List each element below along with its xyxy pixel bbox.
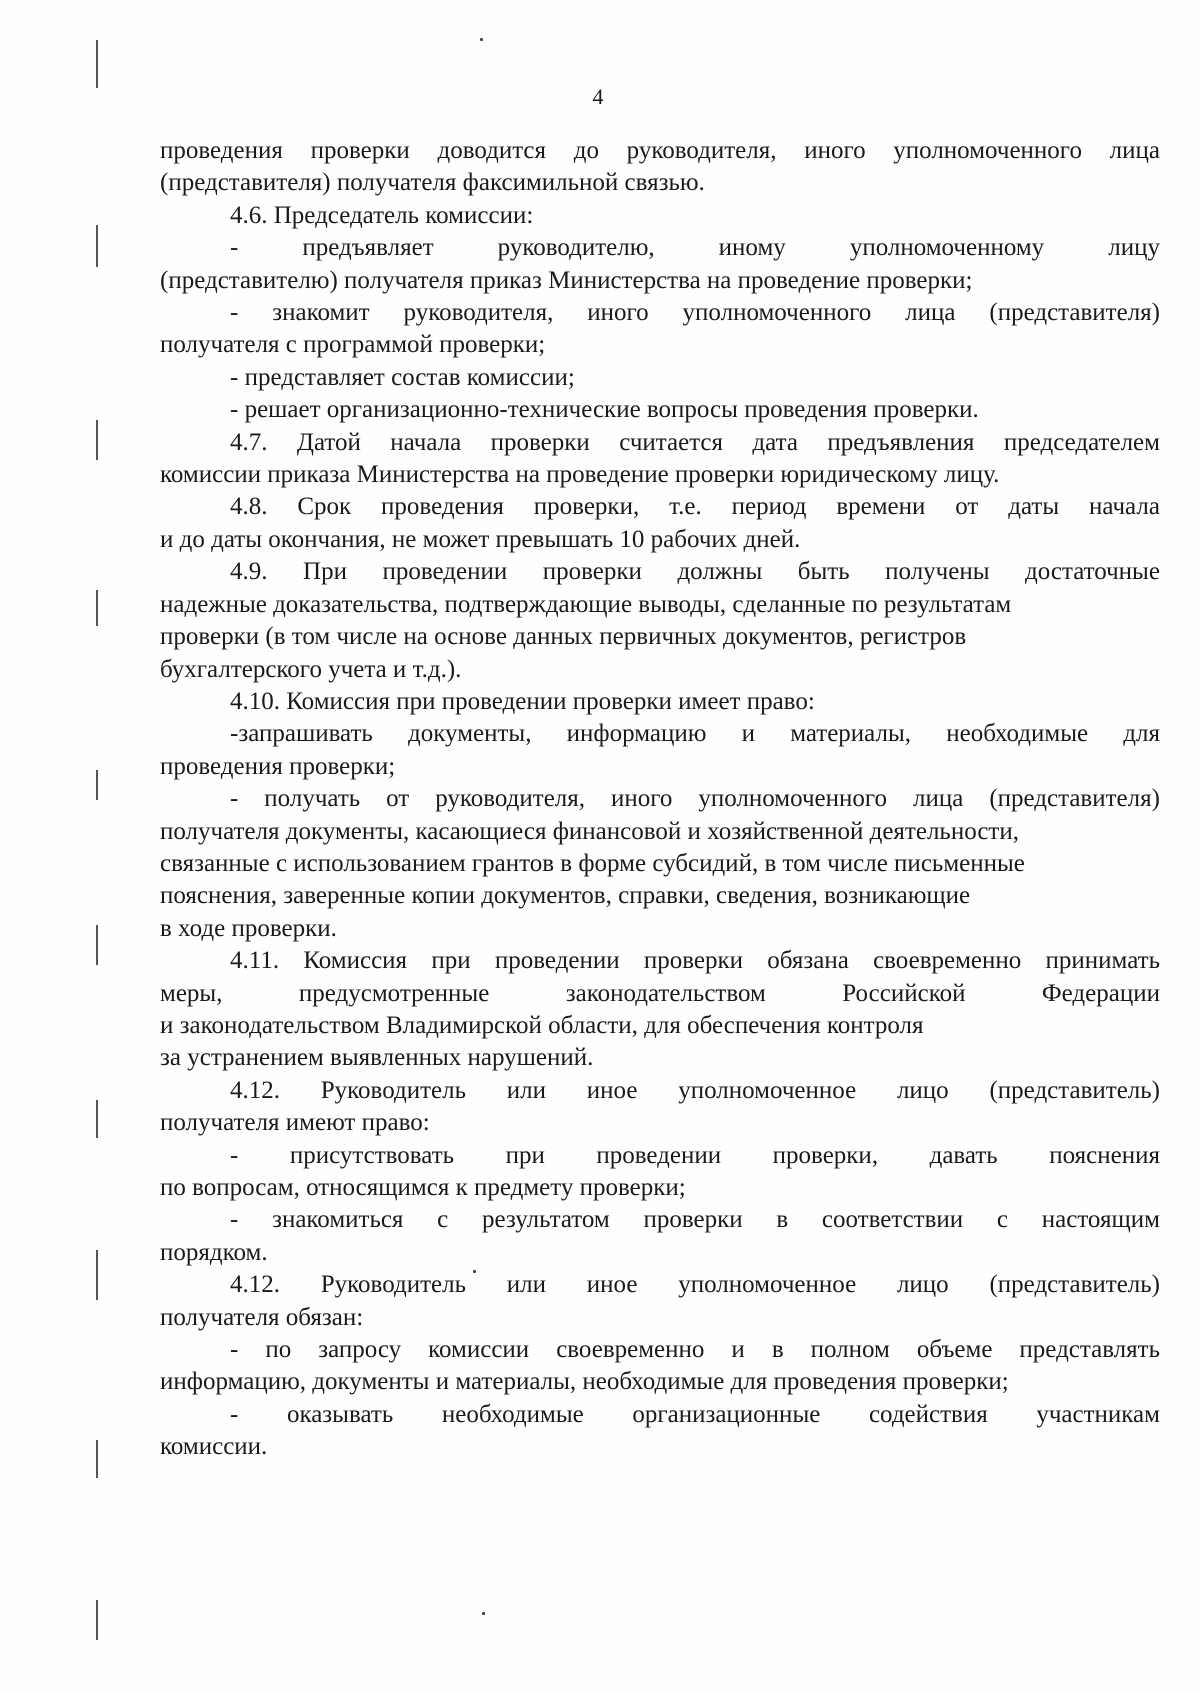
- scan-edge-mark: [96, 1250, 98, 1300]
- word: Российской: [842, 979, 966, 1007]
- word: -: [230, 1141, 239, 1169]
- section-heading: 4.6. Председатель комиссии:: [230, 201, 534, 229]
- word: даты: [1008, 493, 1060, 521]
- text-line: пояснения, заверенные копии документов, справки, сведения, возникающие: [160, 882, 971, 910]
- text-line: и до даты окончания, не может превышать 10 рабочих дней.: [160, 525, 801, 553]
- word: с: [437, 1206, 449, 1234]
- word: в: [771, 1336, 784, 1364]
- word: или: [506, 1076, 546, 1104]
- word: иному: [718, 234, 786, 262]
- word: (представителя): [989, 785, 1160, 813]
- paragraph: [160, 491, 1160, 556]
- paragraph: [160, 1204, 1160, 1269]
- word: При: [303, 558, 347, 586]
- paragraph: - представляет состав комиссии;: [230, 363, 575, 391]
- word: лицо: [896, 1271, 949, 1299]
- word: необходимые: [441, 1400, 584, 1428]
- paragraph: [160, 427, 1160, 492]
- word: предусмотренные: [298, 979, 490, 1007]
- paragraph: - решает организационно-технические вопросы проведения проверки.: [230, 396, 979, 424]
- text-line-content: [230, 1204, 1160, 1236]
- text-line: получателя обязан:: [160, 1303, 364, 1331]
- text-line-content: [160, 135, 1160, 167]
- word: получать: [264, 785, 361, 813]
- word: предъявления: [827, 428, 975, 456]
- text-line-content: [230, 718, 1160, 750]
- word: проведении: [494, 947, 620, 975]
- text-line-content: [230, 945, 1160, 977]
- word: уполномоченному: [849, 234, 1045, 262]
- word: иного: [587, 299, 649, 327]
- text-line-content: [230, 1334, 1160, 1366]
- paragraph: 4.10. Комиссия при проведении проверки имеет право:: [230, 687, 815, 715]
- word: проверки: [310, 137, 410, 164]
- word: своевременно: [873, 947, 1022, 975]
- text-line: информацию, документы и материалы, необходимые для проведения проверки;: [160, 1368, 1009, 1396]
- word: проверки: [643, 1206, 743, 1234]
- word: дата: [752, 428, 798, 456]
- word: необходимые: [946, 720, 1089, 748]
- word: -: [230, 785, 239, 813]
- text-line-content: [230, 783, 1160, 815]
- scan-edge-mark: [96, 770, 98, 800]
- text-line: получателя имеют право:: [160, 1109, 430, 1137]
- word: лица: [913, 785, 964, 813]
- word: меры,: [160, 979, 223, 1007]
- scan-speck: [482, 1612, 485, 1615]
- text-line: проведения проверки;: [160, 752, 396, 780]
- text-line: [160, 1399, 1160, 1431]
- word: должны: [677, 558, 763, 586]
- word: законодательством: [565, 979, 766, 1007]
- word: запросу: [318, 1336, 402, 1364]
- word: результатом: [482, 1206, 610, 1234]
- paragraph: [160, 783, 1160, 945]
- word: иного: [611, 785, 673, 813]
- word: проверки: [542, 558, 642, 586]
- word: проведения: [160, 137, 283, 164]
- word: быть: [797, 558, 850, 586]
- word: Руководитель: [320, 1271, 466, 1299]
- word: по: [265, 1336, 292, 1364]
- word: лица: [1109, 137, 1160, 164]
- word: организационные: [632, 1400, 821, 1428]
- paragraph: [160, 945, 1160, 1075]
- text-line: [160, 1204, 1160, 1236]
- word: руководителя,: [626, 137, 777, 164]
- word: уполномоченного: [682, 299, 872, 327]
- scan-edge-mark: [96, 420, 98, 460]
- word: или: [506, 1271, 546, 1299]
- text-line: [160, 491, 1160, 523]
- word: -: [230, 1206, 239, 1234]
- word: (представителя): [989, 299, 1160, 327]
- word: начала: [390, 428, 462, 456]
- word: материалы,: [790, 720, 912, 748]
- text-line: [160, 1075, 1160, 1107]
- word: при: [505, 1141, 545, 1169]
- word: председателем: [1003, 428, 1160, 456]
- word: обязана: [767, 947, 849, 975]
- scan-edge-mark: [96, 1100, 98, 1138]
- word: в: [776, 1206, 789, 1234]
- word: уполномоченное: [678, 1076, 857, 1104]
- document-body: [160, 135, 1160, 1464]
- word: комиссии: [428, 1336, 530, 1364]
- word: уполномоченного: [893, 137, 1082, 164]
- word: от: [955, 493, 979, 521]
- word: Федерации: [1041, 979, 1160, 1007]
- word: лица: [905, 299, 956, 327]
- word: представлять: [1019, 1336, 1160, 1364]
- page-number: 4: [592, 84, 604, 109]
- text-line: комиссии.: [160, 1433, 268, 1461]
- text-line-content: [230, 556, 1160, 588]
- paragraph: [160, 135, 1160, 200]
- word: иное: [586, 1271, 638, 1299]
- word: 4.8.: [230, 493, 268, 521]
- word: настоящим: [1041, 1206, 1160, 1234]
- text-line: [160, 297, 1160, 329]
- text-line: [160, 945, 1160, 977]
- word: уполномоченное: [678, 1271, 857, 1299]
- word: давать: [929, 1141, 998, 1169]
- word: содействия: [868, 1400, 988, 1428]
- word: документы,: [408, 720, 532, 748]
- word: присутствовать: [289, 1141, 455, 1169]
- text-line: [160, 556, 1160, 588]
- paragraph: [160, 1334, 1160, 1399]
- text-line: [160, 978, 1160, 1010]
- word: информацию: [566, 720, 707, 748]
- word: 4.12.: [230, 1271, 280, 1299]
- word: доводится: [437, 137, 547, 164]
- word: 4.12.: [230, 1076, 280, 1104]
- word: Датой: [296, 428, 361, 456]
- text-line: проверки (в том числе на основе данных первичных документов, регистров: [160, 623, 967, 651]
- scan-edge-mark: [96, 925, 98, 965]
- word: достаточные: [1025, 558, 1160, 586]
- text-line-content: [230, 297, 1160, 329]
- word: получены: [885, 558, 990, 586]
- word: пояснения: [1049, 1141, 1160, 1169]
- word: оказывать: [286, 1400, 394, 1428]
- word: и: [741, 720, 755, 748]
- text-line: комиссии приказа Министерства на проведение проверки юридическому лицу.: [160, 461, 1000, 489]
- text-line: надежные доказательства, подтверждающие выводы, сделанные по результатам: [160, 590, 1012, 618]
- text-line: [160, 783, 1160, 815]
- word: (представитель): [989, 1076, 1160, 1104]
- text-line: в ходе проверки.: [160, 914, 337, 942]
- word: -: [230, 299, 239, 327]
- word: Комиссия: [303, 947, 408, 975]
- scan-edge-mark: [96, 590, 98, 626]
- paragraph: [160, 1399, 1160, 1464]
- text-line: порядком.: [160, 1238, 268, 1266]
- paragraph: [160, 232, 1160, 297]
- word: соответствии: [821, 1206, 964, 1234]
- paragraph: [160, 1075, 1160, 1140]
- text-line: [160, 135, 1160, 167]
- text-line: [160, 718, 1160, 750]
- text-line: [160, 1269, 1160, 1301]
- word: объеме: [916, 1336, 993, 1364]
- word: для: [1123, 720, 1160, 748]
- text-line: по вопросам, относящимся к предмету проверки;: [160, 1174, 686, 1201]
- text-line-content: [230, 427, 1160, 459]
- word: проверки,: [772, 1141, 879, 1169]
- word: и: [731, 1336, 745, 1364]
- word: -запрашивать: [230, 720, 373, 748]
- text-line: связанные с использованием грантов в форме субсидий, в том числе письменные: [160, 849, 1025, 877]
- text-line: [160, 232, 1160, 264]
- word: предъявляет: [302, 234, 434, 262]
- text-line: [160, 1140, 1160, 1172]
- paragraph: [160, 556, 1160, 686]
- word: руководителю,: [497, 234, 655, 262]
- word: лицо: [896, 1076, 949, 1104]
- word: проведения: [381, 493, 504, 521]
- word: -: [230, 1400, 239, 1428]
- word: -: [230, 234, 239, 262]
- word: проведении: [596, 1141, 722, 1169]
- word: начала: [1088, 493, 1160, 521]
- word: руководителя,: [403, 299, 554, 327]
- word: проверки: [643, 947, 744, 975]
- word: иного: [804, 137, 866, 164]
- word: руководителя,: [435, 785, 586, 813]
- text-line: и законодательством Владимирской области, для обеспечения контроля: [160, 1011, 924, 1039]
- scan-edge-mark: [96, 1600, 98, 1640]
- text-line: [160, 1334, 1160, 1366]
- paragraph: [160, 297, 1160, 362]
- word: иное: [586, 1076, 638, 1104]
- word: до: [573, 137, 599, 164]
- word: 4.7.: [230, 428, 268, 456]
- scan-edge-mark: [96, 1440, 98, 1478]
- word: период: [731, 493, 807, 521]
- scan-speck: [480, 38, 483, 41]
- paragraph: [160, 1269, 1160, 1334]
- word: при: [431, 947, 471, 975]
- word: 4.11.: [230, 947, 280, 975]
- word: -: [230, 1336, 239, 1364]
- text-line: бухгалтерского учета и т.д.).: [160, 655, 462, 683]
- paragraph: [160, 1140, 1160, 1205]
- word: Срок: [297, 493, 352, 521]
- word: уполномоченного: [698, 785, 888, 813]
- word: полном: [810, 1336, 890, 1364]
- word: Руководитель: [320, 1076, 466, 1104]
- word: (представитель): [989, 1271, 1160, 1299]
- word: лицу: [1108, 234, 1160, 262]
- text-line: (представителя) получателя факсимильной связью.: [160, 169, 705, 197]
- word: т.е.: [669, 493, 702, 521]
- word: знакомит: [272, 299, 370, 327]
- text-line-content: [230, 491, 1160, 523]
- scan-edge-mark: [96, 40, 98, 88]
- word: принимать: [1045, 947, 1160, 975]
- text-line: за устранением выявленных нарушений.: [160, 1044, 594, 1072]
- word: времени: [836, 493, 926, 521]
- text-line: получателя документы, касающиеся финансовой и хозяйственной деятельности,: [160, 817, 1019, 845]
- word: с: [996, 1206, 1009, 1234]
- paragraph: [160, 718, 1160, 783]
- word: участникам: [1036, 1400, 1160, 1428]
- word: 4.9.: [230, 558, 268, 586]
- word: от: [386, 785, 410, 813]
- word: считается: [619, 428, 724, 456]
- word: проверки,: [533, 493, 640, 521]
- text-line: получателя с программой проверки;: [160, 331, 546, 359]
- scan-edge-mark: [96, 225, 98, 267]
- word: проверки: [490, 428, 590, 456]
- word: знакомиться: [272, 1206, 404, 1234]
- word: своевременно: [556, 1336, 705, 1364]
- word: проведении: [382, 558, 508, 586]
- text-line: (представителю) получателя приказ Министерства на проведение проверки;: [160, 266, 973, 294]
- text-line: [160, 427, 1160, 459]
